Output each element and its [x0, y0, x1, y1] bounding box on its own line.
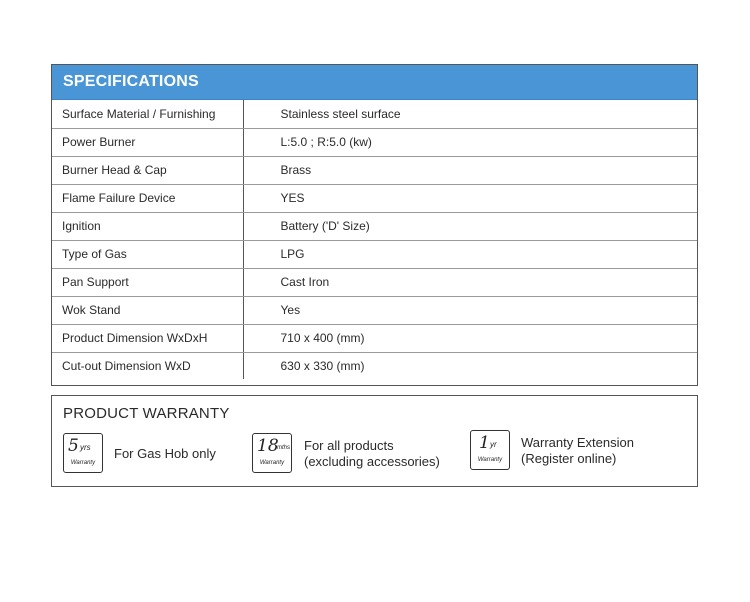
table-row: [52, 156, 697, 184]
warranty-line: Warranty Extension: [521, 435, 634, 450]
warranty-text: [114, 446, 216, 462]
warranty-line: For Gas Hob only: [114, 446, 216, 461]
warranty-badge-icon: [63, 433, 103, 473]
table-row: [52, 352, 697, 379]
badge-unit: mths: [277, 445, 291, 451]
spec-label: Pan Support: [52, 268, 243, 296]
badge-unit: yr: [490, 440, 497, 449]
badge-number: 5: [68, 436, 79, 456]
product-warranty-panel: [51, 395, 698, 487]
specifications-table: [52, 100, 697, 379]
spec-label: Surface Material / Furnishing: [52, 100, 243, 128]
spec-label: Power Burner: [52, 128, 243, 156]
warranty-text: [304, 438, 440, 470]
specifications-title: SPECIFICATIONS: [52, 65, 697, 100]
spec-label: Wok Stand: [52, 296, 243, 324]
spec-label: Burner Head & Cap: [52, 156, 243, 184]
table-row: [52, 324, 697, 352]
badge-number: 18: [257, 436, 279, 456]
table-row: [52, 128, 697, 156]
warranty-text: [521, 435, 634, 467]
badge-sub: Warranty: [259, 460, 285, 466]
specifications-panel: [51, 64, 698, 386]
badge-number: 1: [479, 433, 490, 453]
spec-label: Flame Failure Device: [52, 184, 243, 212]
spec-value: 630 x 330 (mm): [280, 358, 365, 373]
table-row: [52, 240, 697, 268]
spec-value: 710 x 400 (mm): [243, 324, 697, 352]
badge-sub: Warranty: [477, 457, 503, 463]
warranty-line: For all products: [304, 438, 394, 453]
warranty-badge-icon: [252, 433, 292, 473]
spec-value: Battery ('D' Size): [243, 212, 697, 240]
warranty-line: (Register online): [521, 451, 617, 466]
badge-unit: yrs: [80, 443, 91, 452]
spec-value: LPG: [243, 240, 697, 268]
table-row: [52, 212, 697, 240]
badge-sub: Warranty: [70, 460, 96, 466]
spec-label: Cut-out Dimension WxD: [52, 352, 243, 379]
spec-value: Yes: [243, 296, 697, 324]
table-row: [52, 100, 697, 128]
spec-value: L:5.0 ; R:5.0 (kw): [243, 128, 697, 156]
spec-value: Brass: [243, 156, 697, 184]
table-row: [52, 184, 697, 212]
spec-label: Product Dimension WxDxH: [52, 324, 243, 352]
warranty-line: (excluding accessories): [304, 454, 440, 469]
table-row: [52, 268, 697, 296]
warranty-title: PRODUCT WARRANTY: [63, 405, 230, 422]
spec-value: Cast Iron: [243, 268, 697, 296]
spec-value: Stainless steel surface: [243, 100, 697, 128]
table-row: [52, 296, 697, 324]
spec-label: Type of Gas: [52, 240, 243, 268]
warranty-badge-icon: [470, 430, 510, 470]
spec-value: YES: [243, 184, 697, 212]
spec-label: Ignition: [52, 212, 243, 240]
